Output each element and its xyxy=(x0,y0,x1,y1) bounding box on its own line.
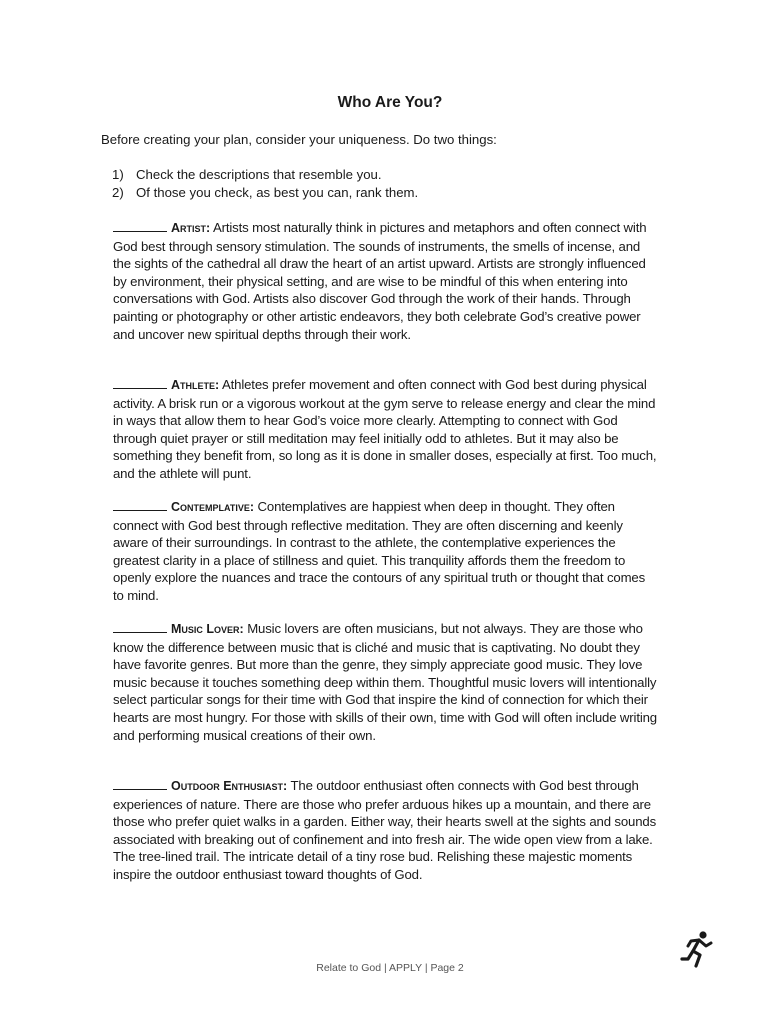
intro-text: Before creating your plan, consider your uniqueness. Do two things: xyxy=(101,132,497,147)
step-item xyxy=(112,166,418,184)
step-number: 2) xyxy=(112,185,124,200)
page-title: Who Are You? xyxy=(337,94,443,111)
entry-artist xyxy=(113,219,658,343)
checkbox-line[interactable] xyxy=(113,220,167,232)
entry-text: The outdoor enthusiast often connects with God best through experiences of nature. There are those who prefer arduous hikes up a mountain, and there are those who prefer quiet walks in a garden. Either way, their hearts swell at the sights and sounds associated with breaking out of confinement and into fresh air. The wide open view from a lake. The tree-lined trail. The intricate detail of a tiny rose bud. Relishing these majestic moments inspire the outdoor enthusiast toward thoughts of God. xyxy=(113,778,657,882)
entry-term: Artist: xyxy=(171,221,211,235)
checkbox-line[interactable] xyxy=(113,621,167,633)
entry-text: Artists most naturally think in pictures and metaphors and often connect with God best through sensory stimulation. The sounds of instruments, the smells of incense, and the sights of the cathedral all draw the heart of an artist upward. Artists are strongly influenced by environment, their physical setting, and are wise to be mindful of this when entering into conversations with God. Artists also discover God through the work of their hands. Through painting or photography or other artistic endeavors, they both celebrate God’s creative power and uncover new spiritual depths through their work. xyxy=(113,220,647,342)
entry-athlete xyxy=(113,376,658,483)
entry-term: Athlete: xyxy=(171,378,220,392)
checkbox-line[interactable] xyxy=(113,377,167,389)
entry-outdoor-enthusiast xyxy=(113,777,658,884)
checkbox-line[interactable] xyxy=(113,778,167,790)
step-text: Of those you check, as best you can, rank them. xyxy=(136,185,419,200)
step-item xyxy=(112,184,418,202)
page-footer: Relate to God | APPLY | Page 2 xyxy=(316,962,464,974)
entry-term: Outdoor Enthusiast: xyxy=(171,779,288,793)
entry-contemplative xyxy=(113,498,658,605)
entry-text: Athletes prefer movement and often connect with God best during physical activity. A brisk run or a vigorous workout at the gym serve to release energy and clear the mind in ways that allow them to hear God’s voice more clearly. Attempting to connect with God through quiet prayer or still meditation may feel initially odd to athletes. But it may also be something they benefit from, so long as it is done in smaller doses, especially at first. Too much, and the athlete will punt. xyxy=(113,377,657,481)
entry-term: Music Lover: xyxy=(171,622,244,636)
checkbox-line[interactable] xyxy=(113,499,167,511)
steps-list xyxy=(112,166,418,202)
entry-term: Contemplative: xyxy=(171,500,255,514)
entry-text: Contemplatives are happiest when deep in thought. They often connect with God best through reflective meditation. They are often discerning and keenly aware of their surroundings. In contrast to the athlete, the contemplative experiences the greatest clarity in a place of stillness and quiet. This tranquility affords them the freedom to openly explore the nuances and trace the contours of any spiritual truth or thought that comes to mind. xyxy=(113,499,646,603)
entry-music-lover xyxy=(113,620,658,744)
step-text: Check the descriptions that resemble you. xyxy=(136,167,382,182)
step-number: 1) xyxy=(112,167,124,182)
entry-text: Music lovers are often musicians, but not always. They are those who know the difference between music that is cliché and music that is captivating. No doubt they have favorite genres. But more than the genre, they simply appreciate good music. They love music because it touches something deep within them. Thoughtful music lovers will intentionally select particular songs for their time with God that inspire the kind of connection for which their hearts are most hungry. For those with skills of their own, time with God will often include writing and performing musical creations of their own. xyxy=(113,621,657,743)
